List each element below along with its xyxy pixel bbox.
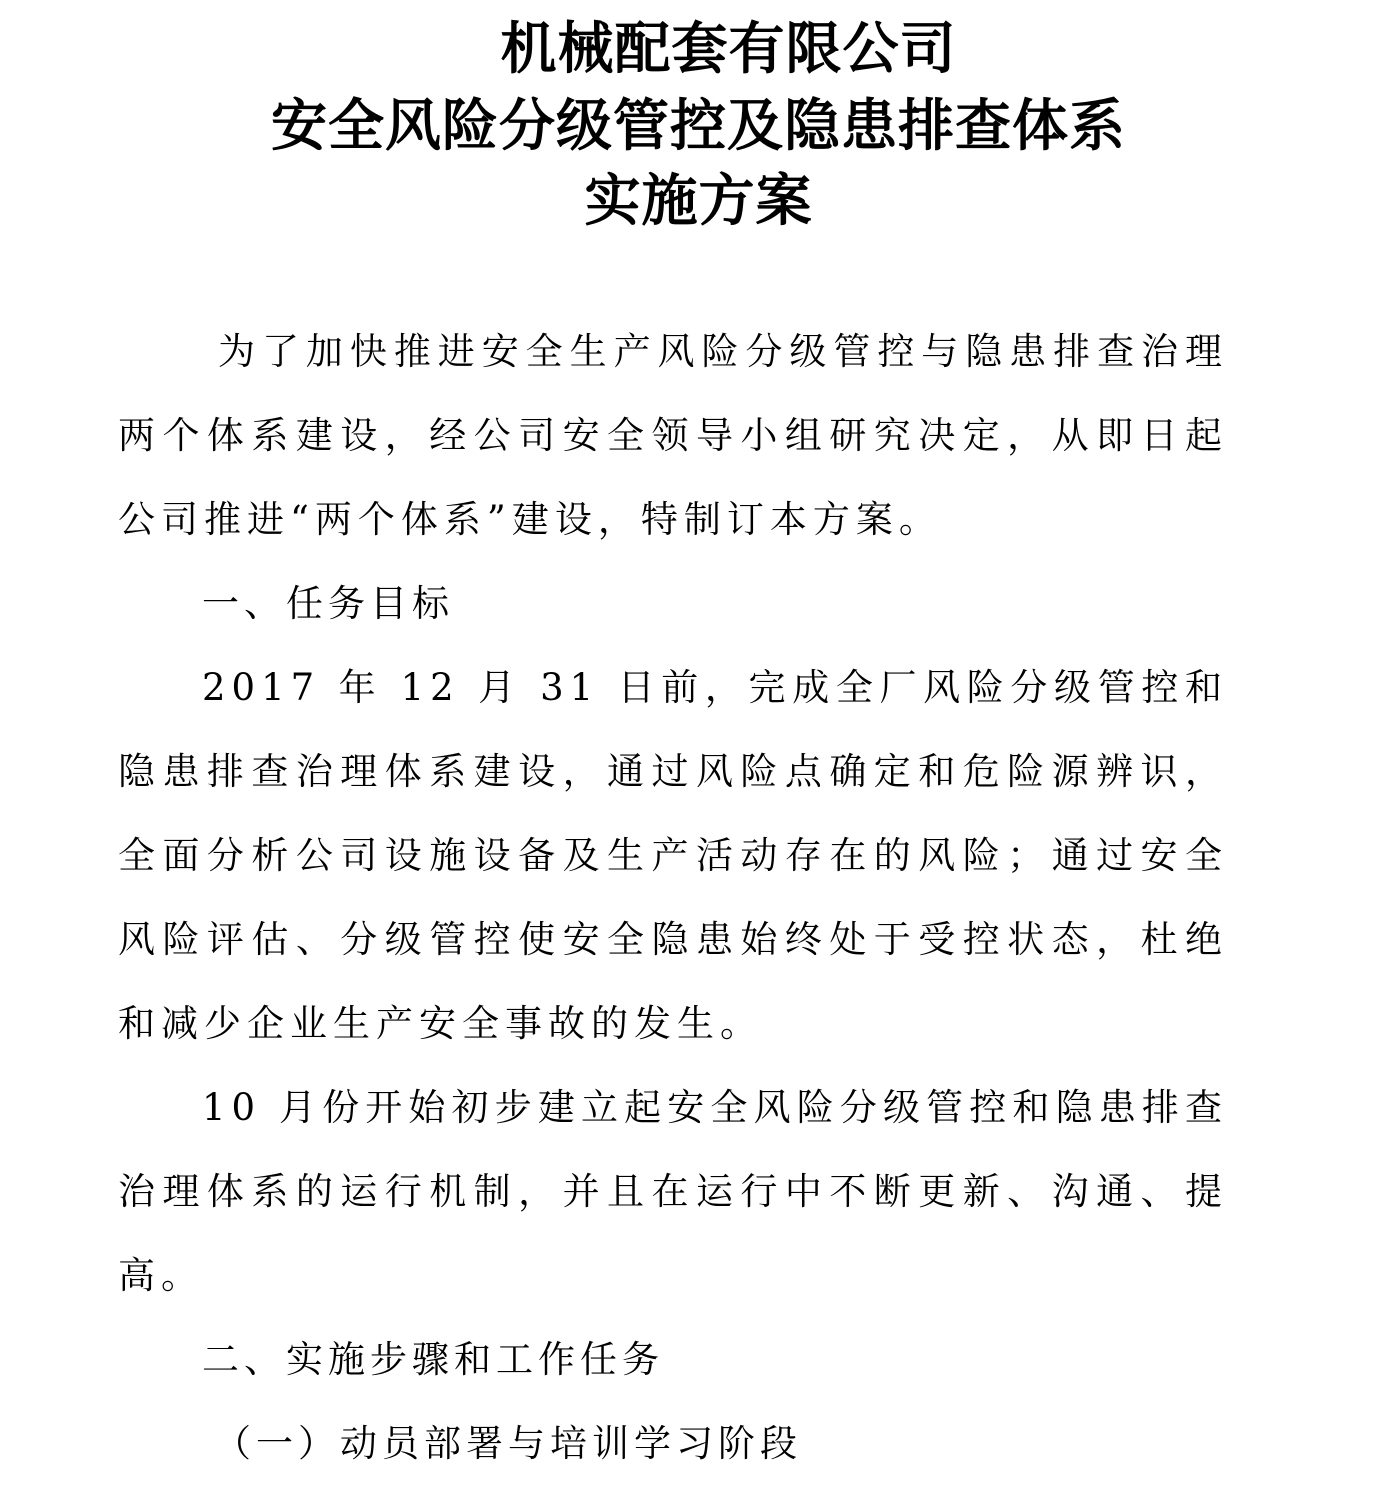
document-title-type: 实施方案: [584, 169, 813, 234]
task-goals-paragraph-2: 10 月份开始初步建立起安全风险分级管控和隐患排查治理体系的运行机制，并且在运行中不断更新、沟通、提高。: [118, 1086, 1228, 1297]
document-title-company: 机械配套有限公司: [500, 17, 957, 82]
task-goals-paragraph-1: 2017 年 12 月 31 日前，完成全厂风险分级管控和隐患排查治理体系建设，通过风险点确定和危险源辨识，全面分析公司设施设备及生产活动存在的风险；通过安全风险评估、分级管控使安全隐患始终处于受控状态，杜绝和减少企业生产安全事故的发生。: [118, 666, 1228, 1045]
document-title-subject: 安全风险分级管控及隐患排查体系: [271, 94, 1126, 159]
section-heading-implementation-steps: 二、实施步骤和工作任务: [202, 1338, 664, 1381]
intro-paragraph: 为了加快推进安全生产风险分级管控与隐患排查治理两个体系建设，经公司安全领导小组研究决定，从即日起公司推进“两个体系”建设，特制订本方案。: [118, 330, 1228, 541]
subsection-heading-mobilization: （一）动员部署与培训学习阶段: [214, 1422, 802, 1465]
document-body: [118, 310, 1228, 1486]
section-heading-task-goals: 一、任务目标: [202, 582, 454, 625]
